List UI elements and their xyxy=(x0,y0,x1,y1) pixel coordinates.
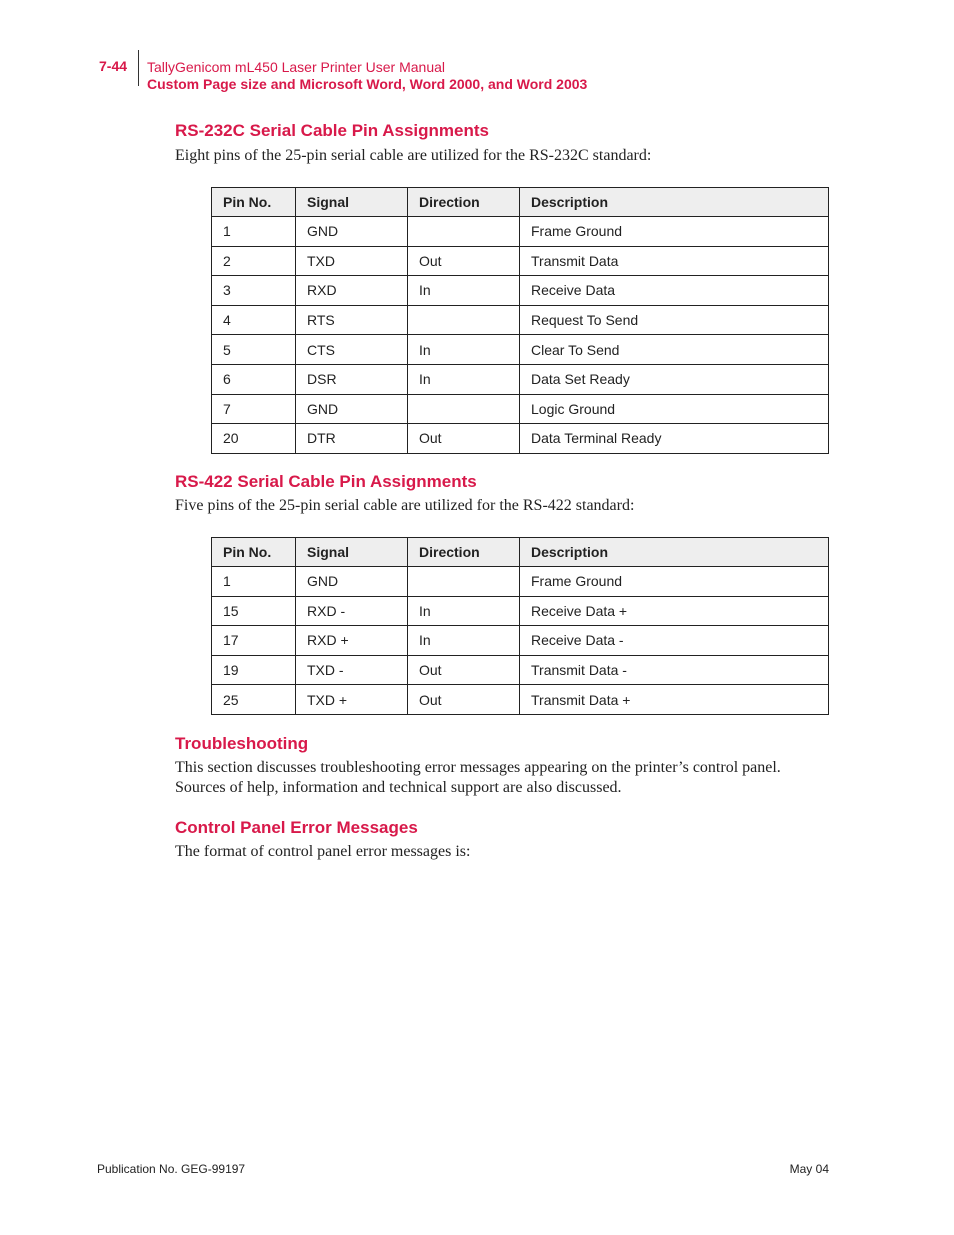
table-row xyxy=(212,567,829,597)
column-header: Pin No. xyxy=(212,538,296,567)
table-cell: RTS xyxy=(296,305,408,335)
table-cell: Frame Ground xyxy=(520,567,829,597)
table-cell: 1 xyxy=(212,567,296,597)
table-row xyxy=(212,655,829,685)
table-row xyxy=(212,276,829,306)
table-cell: Request To Send xyxy=(520,305,829,335)
table-cell: 15 xyxy=(212,596,296,626)
troubleshooting-text: This section discusses troubleshooting error messages appearing on the printer’s control panel. Sources of help, information and technical support are also discussed. xyxy=(175,759,781,796)
table-cell: In xyxy=(408,626,520,656)
rs232-pin-table xyxy=(211,187,829,454)
table-cell: Out xyxy=(408,655,520,685)
table-cell: Out xyxy=(408,246,520,276)
table-cell: DSR xyxy=(296,364,408,394)
table-cell: 19 xyxy=(212,655,296,685)
rs232-intro: Eight pins of the 25-pin serial cable are utilized for the RS-232C standard: xyxy=(175,147,652,164)
table-cell: RXD xyxy=(296,276,408,306)
control-panel-text: The format of control panel error messages is: xyxy=(175,843,471,860)
column-header: Direction xyxy=(408,188,520,217)
table-cell: In xyxy=(408,596,520,626)
rs422-heading: RS-422 Serial Cable Pin Assignments xyxy=(175,472,477,491)
table-row xyxy=(212,364,829,394)
rs422-pin-table xyxy=(211,537,829,715)
page-number: 7-44 xyxy=(99,58,128,74)
header-divider xyxy=(138,50,139,86)
table-cell: Data Set Ready xyxy=(520,364,829,394)
table-cell: 6 xyxy=(212,364,296,394)
table-cell: Frame Ground xyxy=(520,217,829,247)
table-cell xyxy=(408,567,520,597)
manual-title: TallyGenicom mL450 Laser Printer User Manual xyxy=(147,59,446,75)
rs232-heading: RS-232C Serial Cable Pin Assignments xyxy=(175,121,489,140)
table-header-row xyxy=(212,538,829,567)
table-cell: RXD + xyxy=(296,626,408,656)
table-header-row xyxy=(212,188,829,217)
table-cell: GND xyxy=(296,394,408,424)
table-cell: Data Terminal Ready xyxy=(520,424,829,454)
table-cell xyxy=(408,217,520,247)
table-row xyxy=(212,305,829,335)
table-cell: Transmit Data + xyxy=(520,685,829,715)
column-header: Signal xyxy=(296,538,408,567)
publication-date: May 04 xyxy=(789,1162,829,1176)
table-cell: 4 xyxy=(212,305,296,335)
table-cell: Transmit Data xyxy=(520,246,829,276)
table-row xyxy=(212,626,829,656)
rs422-intro: Five pins of the 25-pin serial cable are utilized for the RS-422 standard: xyxy=(175,497,635,514)
table-cell xyxy=(408,394,520,424)
table-cell: In xyxy=(408,335,520,365)
table-cell: In xyxy=(408,364,520,394)
table-cell: 5 xyxy=(212,335,296,365)
column-header: Signal xyxy=(296,188,408,217)
table-row xyxy=(212,246,829,276)
table-row xyxy=(212,596,829,626)
table-row xyxy=(212,394,829,424)
table-cell: 25 xyxy=(212,685,296,715)
table-cell: GND xyxy=(296,567,408,597)
table-row xyxy=(212,424,829,454)
table-cell: 7 xyxy=(212,394,296,424)
table-cell: 1 xyxy=(212,217,296,247)
column-header: Description xyxy=(520,188,829,217)
table-cell: Clear To Send xyxy=(520,335,829,365)
table-cell: 20 xyxy=(212,424,296,454)
control-panel-heading: Control Panel Error Messages xyxy=(175,818,418,837)
table-cell: Transmit Data - xyxy=(520,655,829,685)
table-cell: GND xyxy=(296,217,408,247)
table-cell: Receive Data xyxy=(520,276,829,306)
table-cell: TXD + xyxy=(296,685,408,715)
table-cell xyxy=(408,305,520,335)
table-cell: DTR xyxy=(296,424,408,454)
troubleshooting-heading: Troubleshooting xyxy=(175,734,309,753)
section-title: Custom Page size and Microsoft Word, Word 2000, and Word 2003 xyxy=(147,76,588,92)
table-cell: CTS xyxy=(296,335,408,365)
column-header: Description xyxy=(520,538,829,567)
table-cell: Out xyxy=(408,685,520,715)
table-cell: 17 xyxy=(212,626,296,656)
table-cell: Logic Ground xyxy=(520,394,829,424)
table-cell: 2 xyxy=(212,246,296,276)
table-cell: In xyxy=(408,276,520,306)
table-row xyxy=(212,217,829,247)
table-cell: Receive Data + xyxy=(520,596,829,626)
column-header: Pin No. xyxy=(212,188,296,217)
table-row xyxy=(212,335,829,365)
table-cell: Out xyxy=(408,424,520,454)
table-cell: Receive Data - xyxy=(520,626,829,656)
column-header: Direction xyxy=(408,538,520,567)
table-cell: TXD xyxy=(296,246,408,276)
table-cell: 3 xyxy=(212,276,296,306)
publication-number: Publication No. GEG-99197 xyxy=(97,1162,246,1176)
table-cell: TXD - xyxy=(296,655,408,685)
table-cell: RXD - xyxy=(296,596,408,626)
table-row xyxy=(212,685,829,715)
